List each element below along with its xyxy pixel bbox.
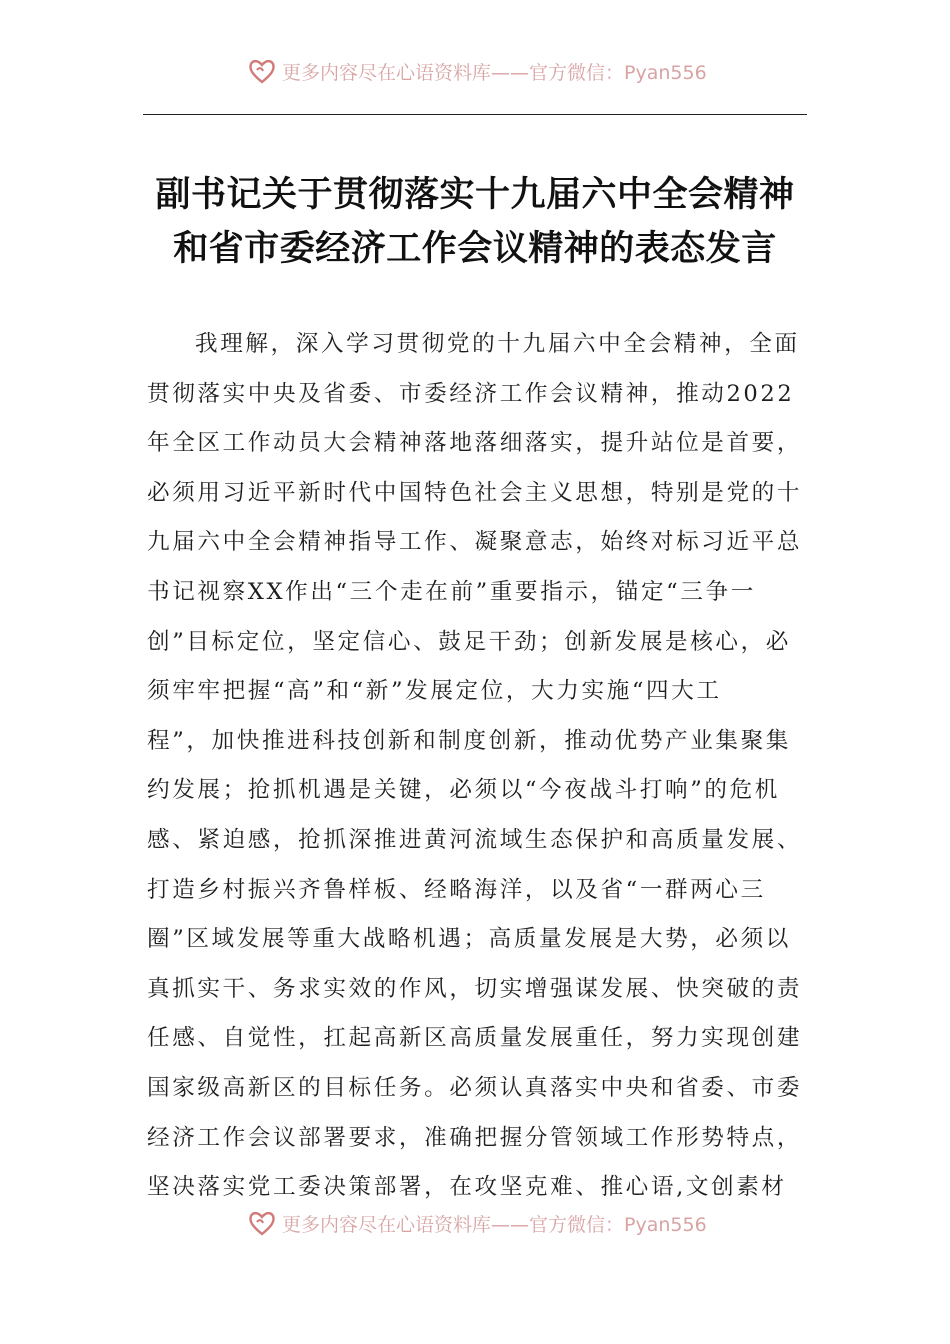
footer-watermark-text: 更多内容尽在心语资料库——官方微信：Pyan556 bbox=[282, 1213, 707, 1236]
header-watermark bbox=[248, 56, 768, 86]
paragraph-line: 九届六中全会精神指导工作、凝聚意志，始终对标习近平总 bbox=[147, 529, 803, 556]
footer-watermark bbox=[248, 1208, 768, 1238]
paragraph-line: 坚决落实党工委决策部署，在攻坚克难、推心语,文创素材 bbox=[147, 1174, 787, 1201]
paragraph-line: 程”，加快推进科技创新和制度创新，推动优势产业集聚集 bbox=[147, 727, 791, 754]
title-line: 副书记关于贯彻落实十九届六中全会精神 bbox=[155, 174, 795, 215]
paragraph-line: 年全区工作动员大会精神落地落细落实，提升站位是首要， bbox=[147, 430, 803, 457]
paragraph-line: 任感、自觉性，扛起高新区高质量发展重任，努力实现创建 bbox=[147, 1025, 803, 1052]
body-paragraph bbox=[147, 320, 807, 1213]
paragraph-line: 国家级高新区的目标任务。必须认真落实中央和省委、市委 bbox=[147, 1074, 803, 1101]
paragraph-line: 感、紧迫感，抢抓深推进黄河流域生态保护和高质量发展、 bbox=[147, 826, 803, 853]
paragraph-line: 圈”区域发展等重大战略机遇；高质量发展是大势，必须以 bbox=[147, 926, 791, 953]
paragraph-line: 必须用习近平新时代中国特色社会主义思想，特别是党的十 bbox=[147, 479, 803, 506]
header-rule bbox=[143, 114, 807, 115]
document-title bbox=[143, 168, 807, 276]
paragraph-line: 书记视察XX作出“三个走在前”重要指示，锚定“三争一 bbox=[147, 578, 756, 605]
paragraph-line: 贯彻落实中央及省委、市委经济工作会议精神，推动2022 bbox=[147, 380, 795, 407]
paragraph-line: 打造乡村振兴齐鲁样板、经略海洋，以及省“一群两心三 bbox=[147, 876, 766, 903]
paragraph-line: 我理解，深入学习贯彻党的十九届六中全会精神，全面 bbox=[195, 331, 800, 357]
paragraph-line: 创”目标定位，坚定信心、鼓足干劲；创新发展是核心，必 bbox=[147, 628, 791, 655]
heart-logo-icon bbox=[248, 1210, 276, 1236]
title-line: 和省市委经济工作会议精神的表态发言 bbox=[173, 228, 777, 269]
paragraph-line: 真抓实干、务求实效的作风，切实增强谋发展、快突破的责 bbox=[147, 975, 803, 1002]
header-watermark-text: 更多内容尽在心语资料库——官方微信：Pyan556 bbox=[282, 61, 707, 84]
paragraph-line: 约发展；抢抓机遇是关键，必须以“今夜战斗打响”的危机 bbox=[147, 777, 780, 804]
paragraph-line: 经济工作会议部署要求，准确把握分管领域工作形势特点， bbox=[147, 1124, 803, 1151]
heart-logo-icon bbox=[248, 58, 276, 84]
paragraph-line: 须牢牢把握“高”和“新”发展定位，大力实施“四大工 bbox=[147, 678, 722, 705]
